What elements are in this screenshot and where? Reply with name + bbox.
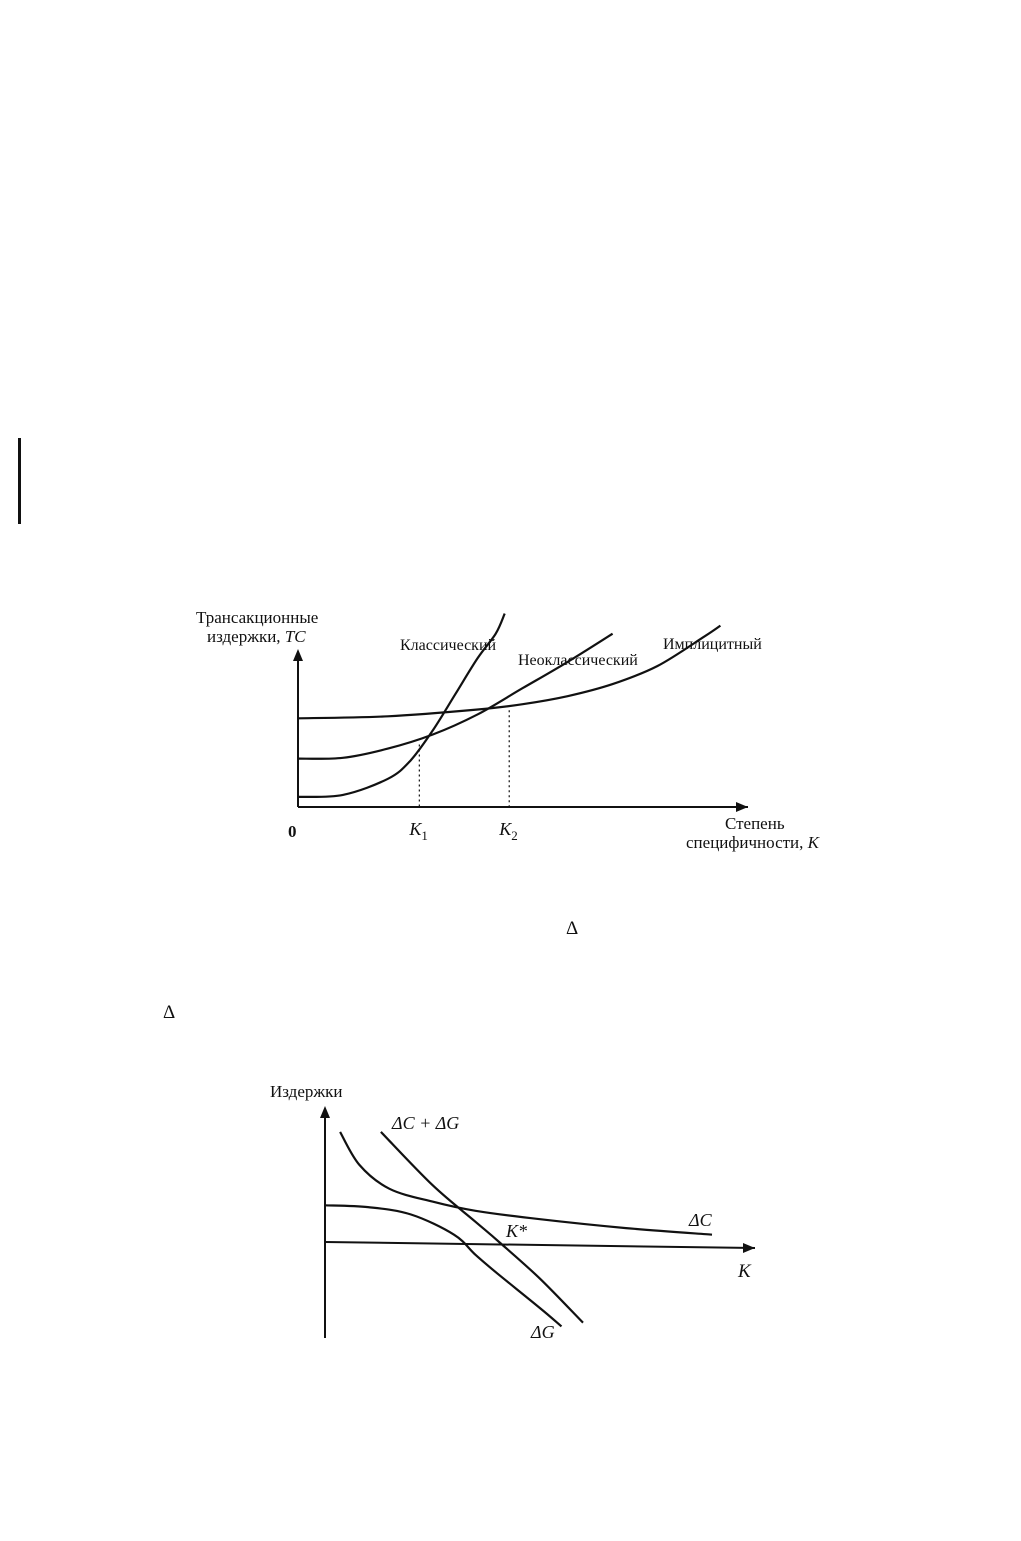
chart1-series-label-3: Имплицитный — [663, 636, 762, 653]
chart1-origin-label: 0 — [288, 822, 297, 841]
chart2-series-3 — [381, 1132, 583, 1323]
chart2-series-label-2: ΔG — [531, 1322, 555, 1342]
chart1-x-tick-2: $K_2$ — [499, 819, 518, 843]
chart1-ylabel-line1: Трансакционные — [196, 608, 319, 627]
chart2-series-label-1: ΔC — [689, 1210, 712, 1230]
chart1-xlabel-line1: Степень — [725, 814, 785, 833]
chart2-y-arrow — [320, 1106, 330, 1118]
chart2-x-axis — [325, 1242, 755, 1248]
chart1-x-tick-1: $K_1$ — [409, 819, 428, 843]
chart1-series-label-1: Классический — [400, 637, 497, 654]
delta-symbol-1: Δ — [566, 918, 579, 939]
chart2-series-label-3: ΔC + ΔG — [392, 1113, 460, 1133]
chart1-series-label-2: Неоклассический — [518, 652, 638, 669]
delta-symbol-2: Δ — [163, 1002, 176, 1023]
chart2-ylabel: Издержки — [270, 1082, 343, 1101]
chart1-xlabel-line2: специфичности, K — [686, 833, 819, 852]
chart2-x-arrow — [743, 1243, 755, 1253]
chart2-labels — [270, 1082, 752, 1342]
chart1-ylabel-line2: издержки, TC — [207, 627, 306, 646]
chart2-xlabel: K — [738, 1261, 751, 1282]
chart2-marker-label: K* — [506, 1221, 528, 1241]
